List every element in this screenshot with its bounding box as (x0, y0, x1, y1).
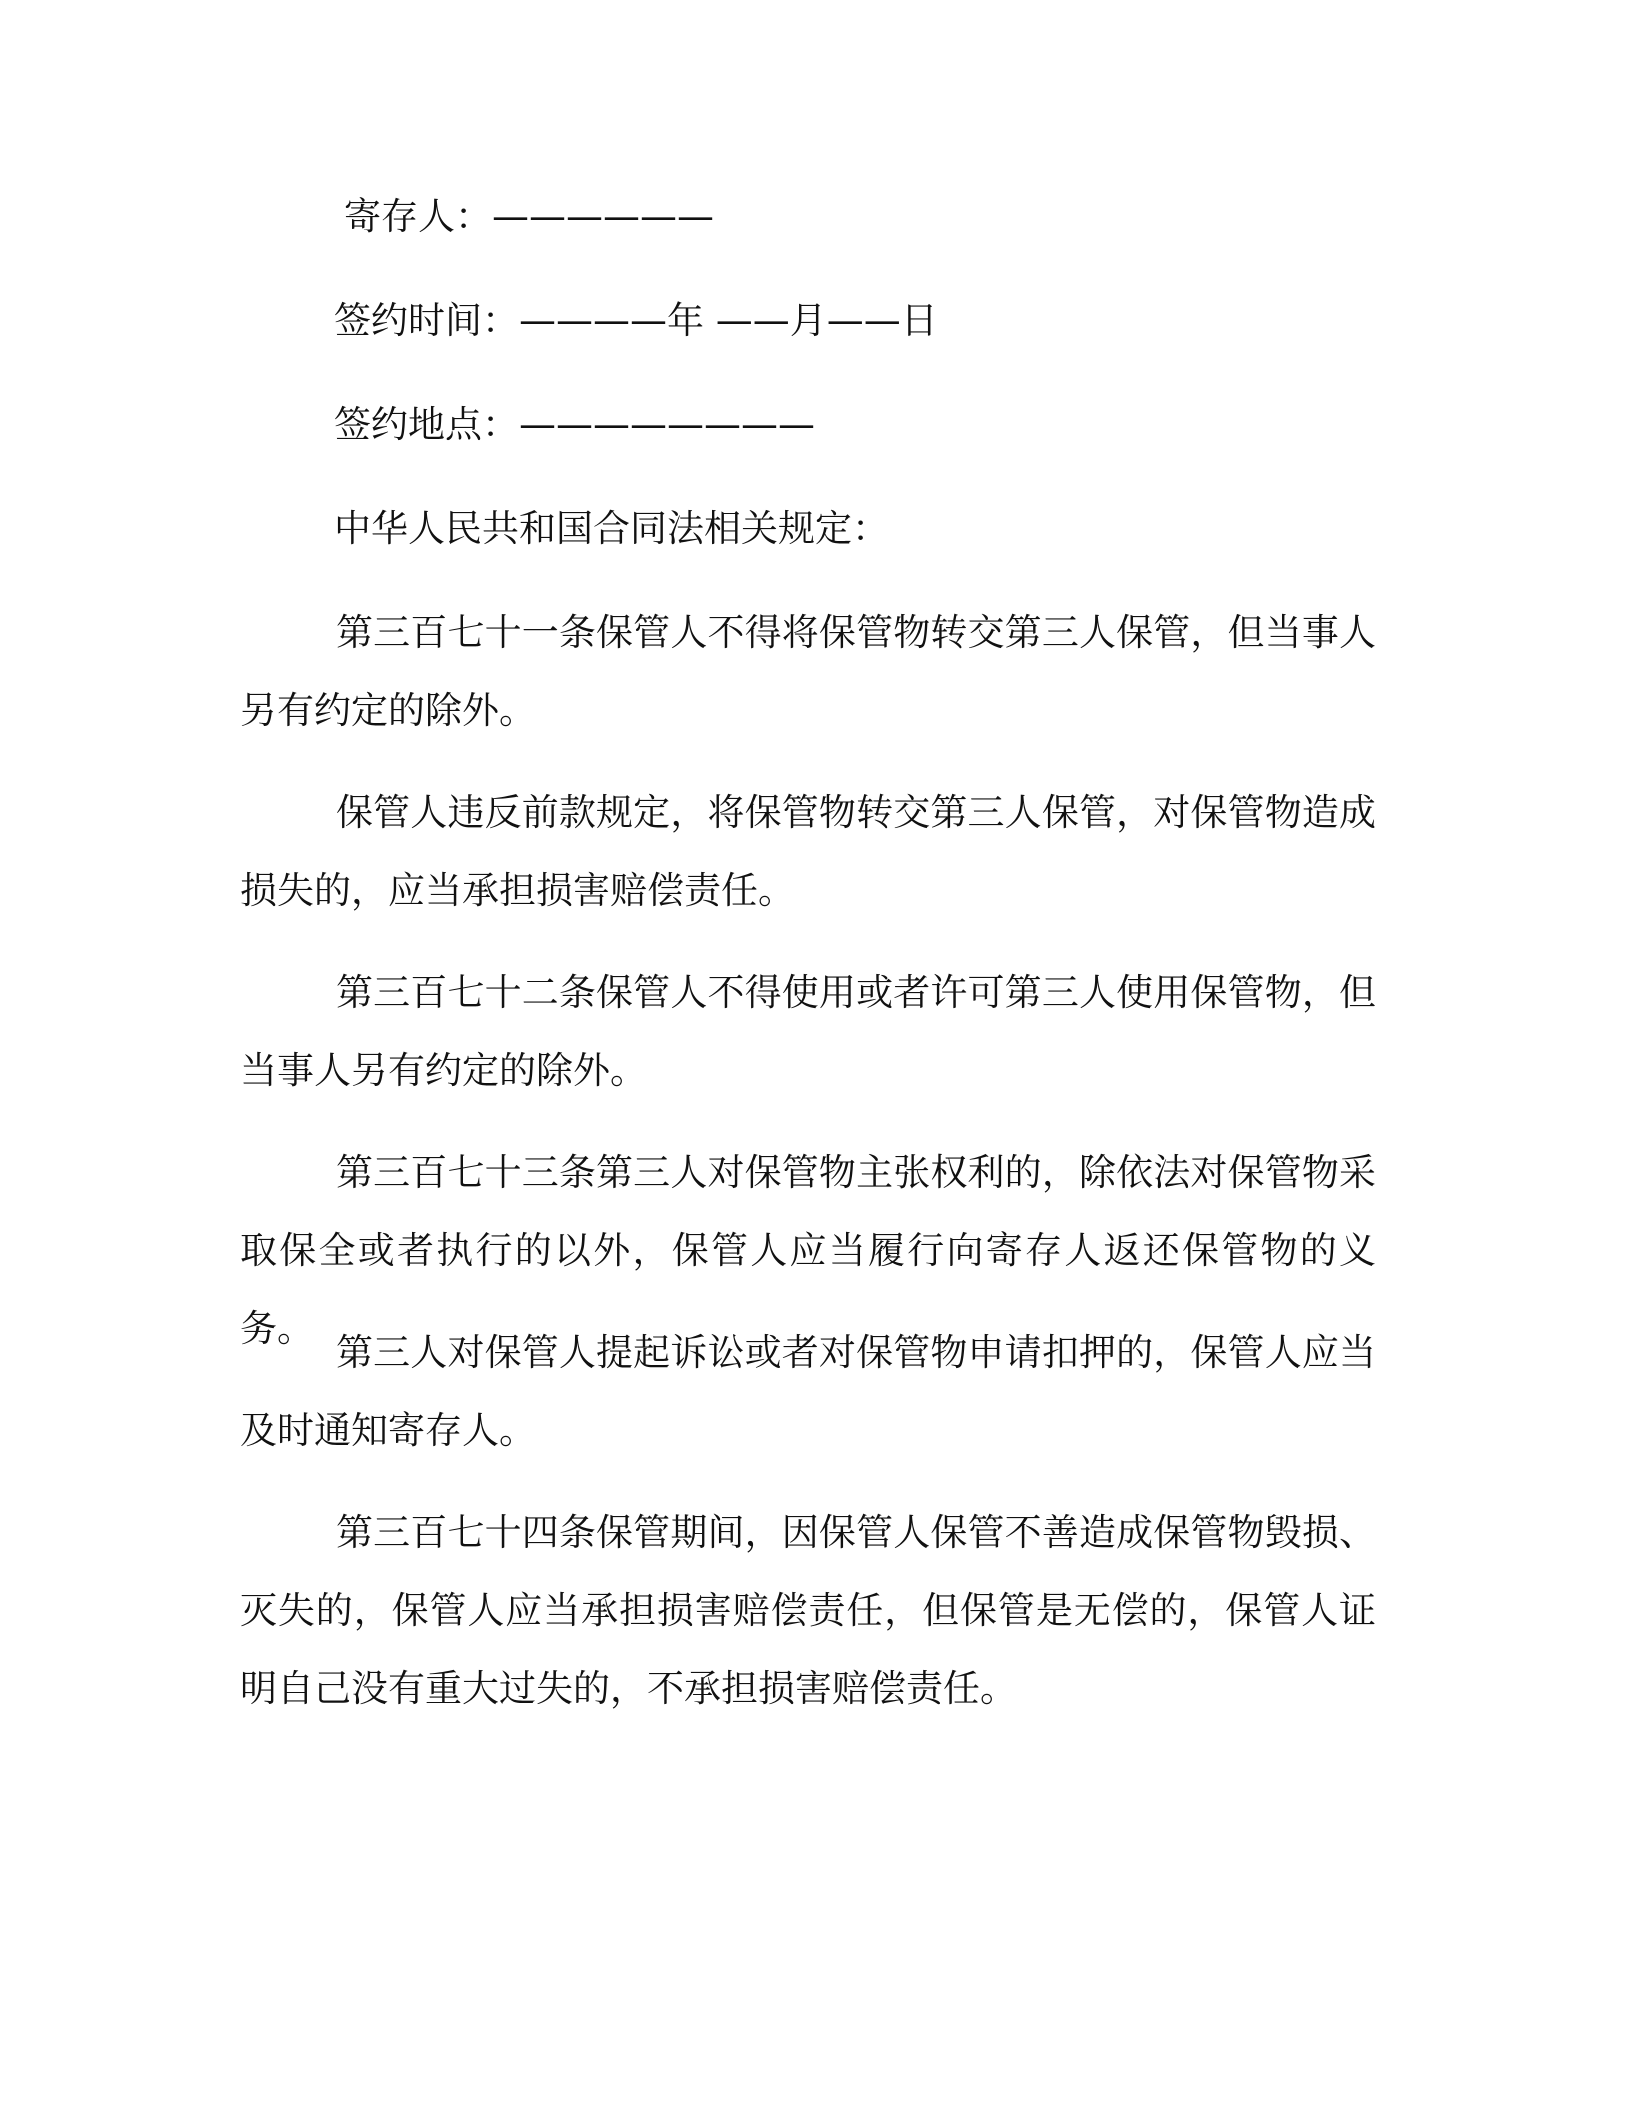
article-373-paragraph: 第三百七十三条第三人对保管物主张权利的，除依法对保管物采取保全或者执行的以外，保管人应当履行向寄存人返还保管物的义务。 (240, 1151, 1376, 1350)
article-371-paragraph: 第三百七十一条保管人不得将保管物转交第三人保管，但当事人另有约定的除外。 (240, 611, 1376, 732)
depositor-signature-line: 寄存人：—————— (344, 195, 714, 238)
law-heading: 中华人民共和国合同法相关规定： (334, 507, 889, 550)
article-374-paragraph: 第三百七十四条保管期间，因保管人保管不善造成保管物毁损、灭失的，保管人应当承担损害赔偿责任，但保管是无偿的，保管人证明自己没有重大过失的，不承担损害赔偿责任。 (240, 1511, 1376, 1710)
sign-place-line: 签约地点：———————— (334, 403, 815, 446)
article-373-second-paragraph: 第三人对保管人提起诉讼或者对保管物申请扣押的，保管人应当及时通知寄存人。 (240, 1331, 1376, 1452)
article-371-second-paragraph: 保管人违反前款规定，将保管物转交第三人保管，对保管物造成损失的，应当承担损害赔偿责任。 (240, 791, 1376, 912)
article-372-paragraph: 第三百七十二条保管人不得使用或者许可第三人使用保管物，但当事人另有约定的除外。 (240, 971, 1376, 1092)
sign-time-line: 签约时间：————年 ——月——日 (334, 299, 938, 342)
